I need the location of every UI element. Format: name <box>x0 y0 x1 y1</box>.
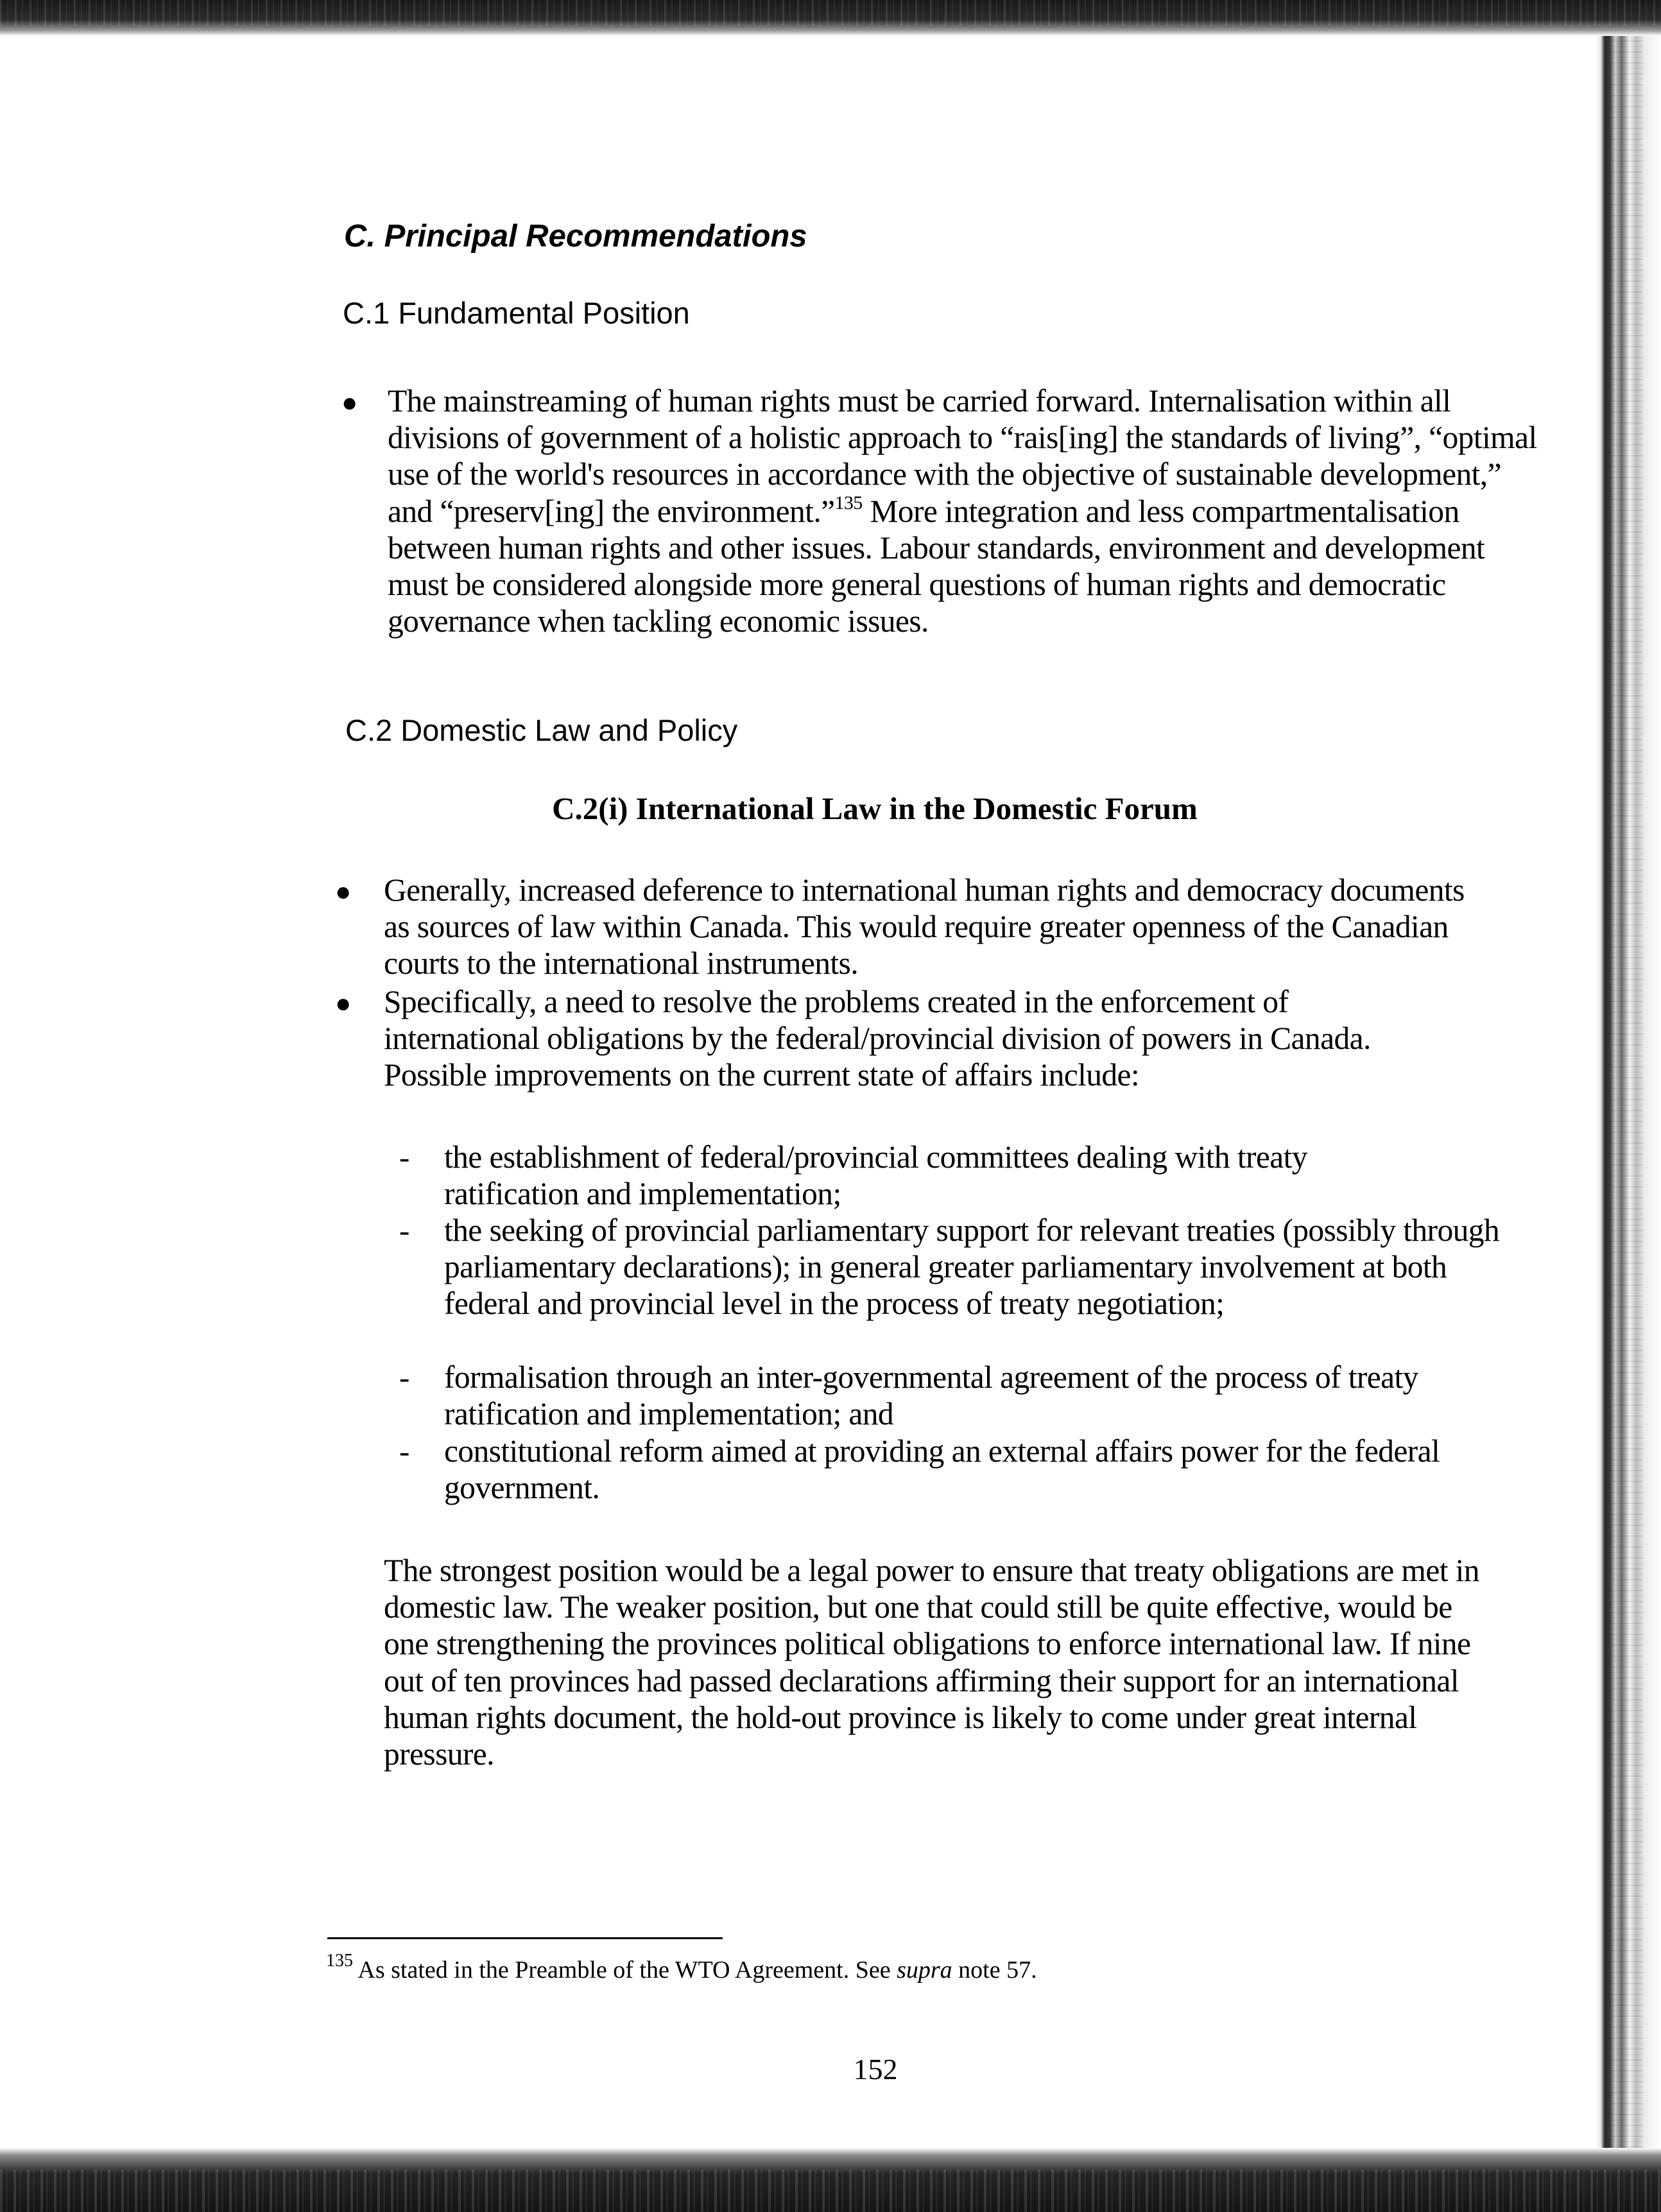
bullet-marker: ● <box>335 877 352 907</box>
c2-closing-paragraph: The strongest position would be a legal power to ensure that treaty obligations are met in domestic law. The weaker position, but one that could still be quite effective, would be one strengthening the provinces political obligations to enforce international law. If nine out of ten provinces had passed declarations affirming their support for an international human rights document, the hold-out province is likely to come under great internal pressure. <box>384 1553 1479 1772</box>
footnote-text-part2: note 57. <box>952 1957 1037 1983</box>
section-heading-c2: C.2 Domestic Law and Policy <box>345 713 738 747</box>
dash-item-3: formalisation through an inter-governmental agreement of the process of treaty ratification and implementation; and <box>444 1360 1418 1432</box>
dash-marker: - <box>399 1433 410 1469</box>
dash-marker: - <box>399 1139 410 1175</box>
bullet-marker: ● <box>335 989 352 1019</box>
c1-bullet-paragraph <box>388 383 1543 639</box>
dash-item-2: the seeking of provincial parliamentary support for relevant treaties (possibly through parliamentary declarations); in general greater parliamentary involvement at both federal and provincial level in the process of treaty negotiation; <box>444 1213 1500 1322</box>
page-number <box>0 2052 1661 2087</box>
dash-marker: - <box>399 1360 410 1395</box>
c1-bullet-text-part1: The mainstreaming of human rights must be carried forward. Internalisation within all divisions of government of a holistic approach to “rais[ing] the standards of living”, “optimal use of the world's resources in accordance with the objective of sustainable development,” and “preserv[ing] the environment.” <box>388 383 1537 529</box>
section-heading-c1: C.1 Fundamental Position <box>343 296 690 330</box>
c1-bullet-text-part2: More integration and less compartmentalisation between human rights and other issues. Labour standards, environment and development must be considered alongside more general questions of human rights and democratic governance when tackling economic issues. <box>388 493 1485 639</box>
page-number-text: 152 <box>853 2053 898 2086</box>
c2-bullet-1: Generally, increased deference to international human rights and democracy documents as sources of law within Canada. This would require greater openness of the Canadian courts to the international instruments. <box>384 872 1465 981</box>
section-heading-principal-recommendations: C. Principal Recommendations <box>344 219 807 254</box>
footnote-reference-135: 135 <box>834 492 863 514</box>
dash-marker: - <box>399 1213 410 1248</box>
footnote-number: 135 <box>326 1951 353 1971</box>
dash-item-4: constitutional reform aimed at providing an external affairs power for the federal government. <box>444 1433 1440 1506</box>
footnote-135 <box>326 1951 1037 1985</box>
c2-bullet-2: Specifically, a need to resolve the problems created in the enforcement of international obligations by the federal/provincial division of powers in Canada. Possible improvements on the current state of affairs include: <box>384 984 1371 1093</box>
footnote-text-part1: As stated in the Preamble of the WTO Agreement. See <box>353 1957 897 1983</box>
dash-item-1: the establishment of federal/provincial committees dealing with treaty ratification and implementation; <box>444 1139 1307 1212</box>
footnote-separator <box>327 1937 723 1939</box>
footnote-text-italic: supra <box>897 1957 952 1983</box>
bullet-marker: ● <box>341 388 358 418</box>
scan-noise-right <box>1605 36 1643 2148</box>
subsection-heading-c2i <box>0 790 1661 828</box>
scan-noise-bottom <box>0 2170 1661 2212</box>
scan-noise-top <box>0 0 1661 26</box>
subsection-heading-text: C.2(i) International Law in the Domestic Forum <box>552 791 1198 826</box>
